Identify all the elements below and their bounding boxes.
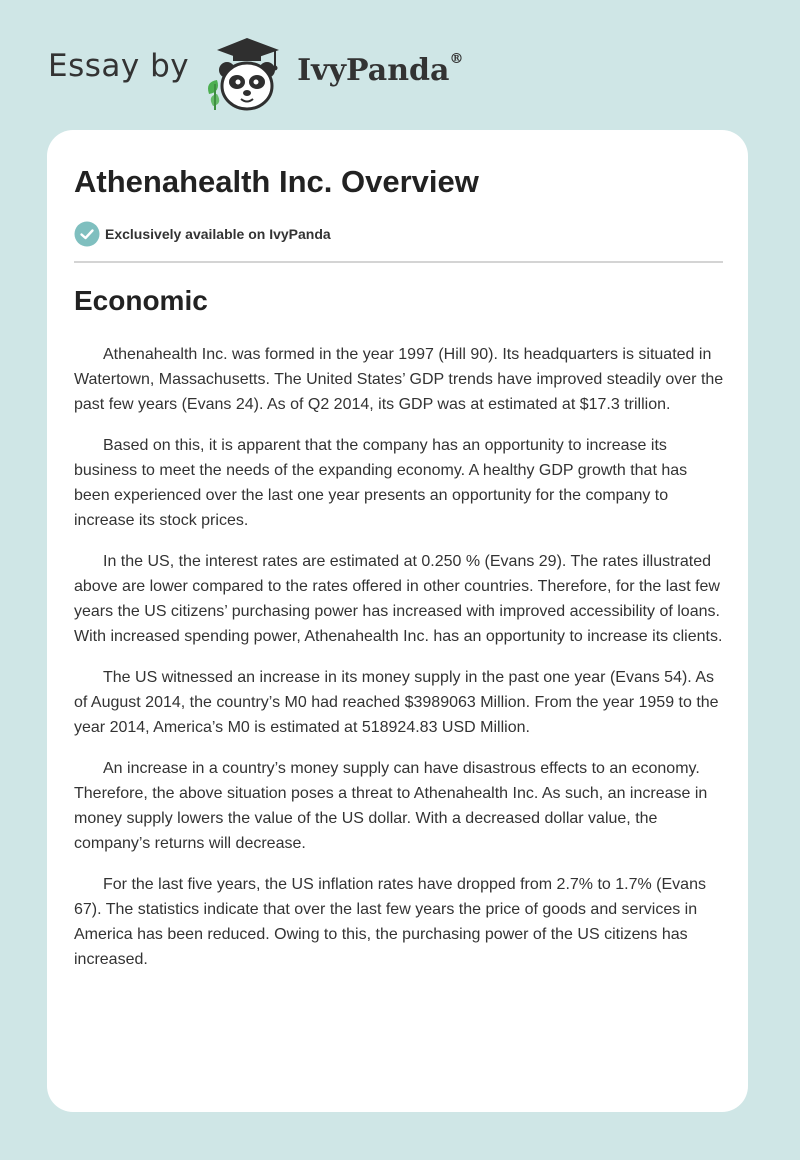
brand-name xyxy=(297,50,464,88)
essay-body xyxy=(74,342,726,988)
panda-graduate-icon xyxy=(203,34,293,114)
essay-card xyxy=(47,130,748,1112)
section-heading: Economic xyxy=(74,285,208,316)
paragraph: In the US, the interest rates are estimated at 0.250 % (Evans 29). The rates illustrated above are lower compared to the rates offered in other countries. Therefore, for the last few years the US citizens’ purchasing power has increased with improved accessibility of loans. With increased spending power, Athenahealth Inc. has an opportunity to increase its clients. xyxy=(74,553,723,645)
badge-text: Exclusively available on IvyPanda xyxy=(105,226,331,242)
paragraph: The US witnessed an increase in its money supply in the past one year (Evans 54). As of August 2014, the country’s M0 had reached $3989063 Million. From the year 1959 to the year 2014, America’s M0 is estimated at 518924.83 USD Million. xyxy=(74,669,719,736)
brand-header xyxy=(48,34,463,114)
exclusive-badge xyxy=(74,221,331,247)
brand-name-text: IvyPanda xyxy=(297,52,450,88)
brand-prefix: Essay by xyxy=(48,48,190,84)
page-title: Athenahealth Inc. Overview xyxy=(74,164,479,199)
paragraph: Based on this, it is apparent that the company has an opportunity to increase its business to meet the needs of the expanding economy. A healthy GDP growth that has been experienced over the last one year presents an opportunity for the company to increase its stock prices. xyxy=(74,437,688,529)
paragraph: An increase in a country’s money supply can have disastrous effects to an economy. Therefore, the above situation poses a threat to Athenahealth Inc. As such, an increase in money supply lowers the value of the US dollar. With a decreased dollar value, the company’s returns will decrease. xyxy=(74,760,708,852)
registered-mark: ® xyxy=(449,50,464,67)
divider xyxy=(74,261,723,263)
paragraph: For the last five years, the US inflation rates have dropped from 2.7% to 1.7% (Evans 67). The statistics indicate that over the last few years the price of goods and services in America has been reduced. Owing to this, the purchasing power of the US citizens has increased. xyxy=(74,876,706,968)
paragraph: Athenahealth Inc. was formed in the year 1997 (Hill 90). Its headquarters is situated in Watertown, Massachusetts. The United States’ GDP trends have improved steadily over the past few years (Evans 24). As of Q2 2014, its GDP was at estimated at $17.3 trillion. xyxy=(74,346,724,413)
check-circle-icon xyxy=(74,221,100,247)
